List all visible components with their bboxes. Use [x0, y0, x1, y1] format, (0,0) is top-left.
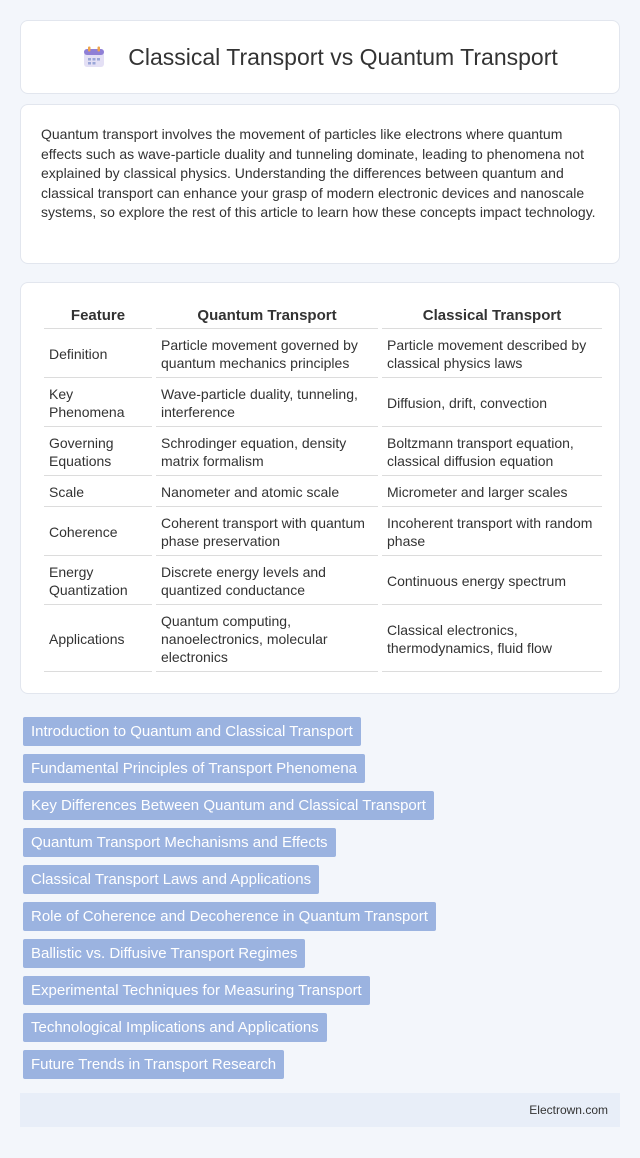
table-cell: Micrometer and larger scales [382, 478, 602, 507]
table-cell: Incoherent transport with random phase [382, 509, 602, 556]
toc-link[interactable]: Experimental Techniques for Measuring Transport [23, 976, 370, 1005]
table-cell: Energy Quantization [44, 558, 152, 605]
comparison-table-card [20, 282, 620, 694]
table-row [44, 429, 602, 476]
toc-link[interactable]: Future Trends in Transport Research [23, 1050, 284, 1079]
table-row [44, 478, 602, 507]
table-cell: Governing Equations [44, 429, 152, 476]
page-title: Classical Transport vs Quantum Transport [128, 43, 558, 70]
table-cell: Key Phenomena [44, 380, 152, 427]
table-row [44, 331, 602, 378]
table-cell: Classical electronics, thermodynamics, fluid flow [382, 607, 602, 672]
footer [20, 1093, 620, 1127]
column-header: Classical Transport [382, 303, 602, 329]
table-cell: Discrete energy levels and quantized conductance [156, 558, 378, 605]
table-cell: Coherent transport with quantum phase preservation [156, 509, 378, 556]
table-cell: Definition [44, 331, 152, 378]
table-cell: Continuous energy spectrum [382, 558, 602, 605]
table-row [44, 509, 602, 556]
toc-link[interactable]: Introduction to Quantum and Classical Transport [23, 717, 361, 746]
intro-text: Quantum transport involves the movement of particles like electrons where quantum effects such as wave-particle duality and tunneling dominate, leading to phenomena not explained by classical physics. Understanding the differences between quantum and classical transport can enhance your grasp of modern electronic devices and nanoscale systems, so explore the rest of this article to learn how these concepts impact technology. [41, 126, 596, 220]
table-cell: Particle movement governed by quantum mechanics principles [156, 331, 378, 378]
toc-link[interactable]: Ballistic vs. Diffusive Transport Regimes [23, 939, 305, 968]
toc-link[interactable]: Quantum Transport Mechanisms and Effects [23, 828, 336, 857]
table-cell: Particle movement described by classical physics laws [382, 331, 602, 378]
table-header-row [44, 303, 602, 329]
toc-link[interactable]: Role of Coherence and Decoherence in Quantum Transport [23, 902, 436, 931]
table-row [44, 607, 602, 672]
table-cell: Nanometer and atomic scale [156, 478, 378, 507]
toc-link[interactable]: Classical Transport Laws and Applications [23, 865, 319, 894]
table-cell: Schrodinger equation, density matrix formalism [156, 429, 378, 476]
toc-link[interactable]: Key Differences Between Quantum and Classical Transport [23, 791, 434, 820]
table-cell: Applications [44, 607, 152, 672]
footer-site-name: Electrown.com [529, 1103, 608, 1117]
table-cell: Scale [44, 478, 152, 507]
calendar-icon [82, 45, 106, 69]
column-header: Quantum Transport [156, 303, 378, 329]
toc-link[interactable]: Technological Implications and Applications [23, 1013, 327, 1042]
table-cell: Quantum computing, nanoelectronics, molecular electronics [156, 607, 378, 672]
table-cell: Wave-particle duality, tunneling, interference [156, 380, 378, 427]
comparison-table [40, 301, 606, 674]
table-cell: Coherence [44, 509, 152, 556]
table-cell: Boltzmann transport equation, classical diffusion equation [382, 429, 602, 476]
table-row [44, 558, 602, 605]
table-row [44, 380, 602, 427]
intro-section [20, 104, 620, 264]
column-header: Feature [44, 303, 152, 329]
page-header [20, 20, 620, 94]
toc-link[interactable]: Fundamental Principles of Transport Phenomena [23, 754, 365, 783]
table-cell: Diffusion, drift, convection [382, 380, 602, 427]
